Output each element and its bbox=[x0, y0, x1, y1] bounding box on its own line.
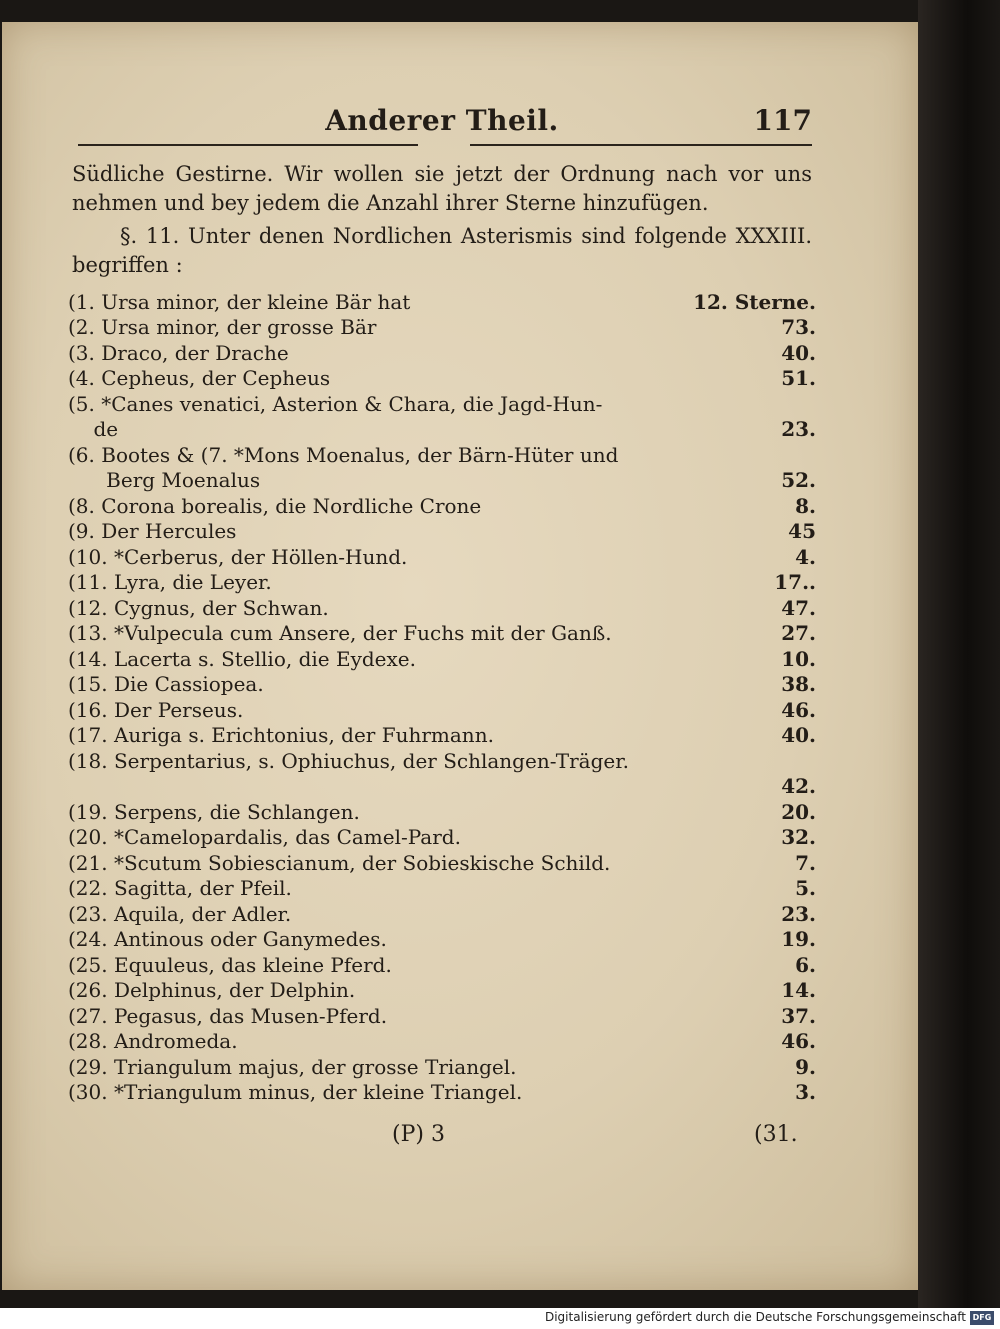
star-count: 42. bbox=[781, 774, 816, 798]
list-item bbox=[68, 543, 816, 569]
entry-name: (13. *Vulpecula cum Ansere, der Fuchs mit der Ganß. bbox=[68, 621, 612, 645]
star-count: 14. bbox=[781, 978, 816, 1002]
star-count: 32. bbox=[781, 825, 816, 849]
header-rule-right bbox=[470, 144, 812, 146]
star-count: 19. bbox=[781, 927, 816, 951]
list-item bbox=[68, 671, 816, 697]
list-item bbox=[68, 849, 816, 875]
star-count: 17.. bbox=[774, 570, 816, 594]
star-count: 40. bbox=[781, 340, 816, 365]
entry-name: (12. Cygnus, der Schwan. bbox=[68, 595, 329, 620]
list-item bbox=[68, 926, 816, 952]
list-item bbox=[68, 747, 816, 773]
list-item bbox=[68, 365, 816, 391]
entry-name: (17. Auriga s. Erichtonius, der Fuhrmann. bbox=[68, 723, 494, 747]
header-rule-left bbox=[78, 144, 418, 146]
star-count: 3. bbox=[795, 1080, 816, 1104]
list-item bbox=[68, 416, 816, 442]
star-count: 10. bbox=[781, 646, 816, 671]
entry-name: (6. Bootes & (7. *Mons Moenalus, der Bärn-Hüter und bbox=[68, 442, 619, 467]
entry-name: (28. Andromeda. bbox=[68, 1029, 238, 1053]
entry-name: (15. Die Cassiopea. bbox=[68, 672, 264, 696]
star-count: 46. bbox=[781, 1029, 816, 1053]
star-count: 27. bbox=[781, 621, 816, 645]
list-item bbox=[68, 620, 816, 646]
signature-mark: (P) 3 bbox=[392, 1122, 445, 1147]
entry-name: (23. Aquila, der Adler. bbox=[68, 901, 292, 926]
star-count: 23. bbox=[781, 417, 816, 441]
list-item bbox=[68, 900, 816, 926]
intro-paragraph: Südliche Gestirne. Wir wollen sie jetzt der Ordnung nach vor uns nehmen und bey jedem die Anzahl ihrer Sterne hinzufügen. bbox=[72, 162, 812, 215]
list-item bbox=[68, 1028, 816, 1054]
list-item bbox=[68, 645, 816, 671]
entry-name: (9. Der Hercules bbox=[68, 519, 237, 543]
star-count: 5. bbox=[795, 876, 816, 900]
star-count: 8. bbox=[795, 493, 816, 518]
entry-name: Berg Moenalus bbox=[68, 468, 261, 492]
star-count: 7. bbox=[795, 850, 816, 875]
entry-name: (3. Draco, der Drache bbox=[68, 340, 289, 365]
star-count: 52. bbox=[781, 468, 816, 492]
entry-name: (18. Serpentarius, s. Ophiuchus, der Schlangen-Träger. bbox=[68, 748, 629, 773]
entry-name: (30. *Triangulum minus, der kleine Triangel. bbox=[68, 1080, 523, 1104]
star-count: 12. Sterne. bbox=[693, 289, 816, 314]
star-count: 38. bbox=[781, 672, 816, 696]
star-count: 23. bbox=[781, 901, 816, 926]
list-item bbox=[68, 722, 816, 748]
entry-name: (1. Ursa minor, der kleine Bär hat bbox=[68, 289, 411, 314]
list-item bbox=[68, 288, 816, 314]
list-item bbox=[68, 594, 816, 620]
header-title: Anderer Theil. bbox=[325, 104, 559, 137]
list-item bbox=[68, 951, 816, 977]
star-count: 51. bbox=[781, 366, 816, 390]
star-count: 47. bbox=[781, 595, 816, 620]
entry-name: (4. Cepheus, der Cepheus bbox=[68, 366, 331, 390]
entry-name: (29. Triangulum majus, der grosse Triangel. bbox=[68, 1054, 517, 1079]
page-number: 117 bbox=[753, 104, 812, 137]
constellation-list bbox=[68, 288, 816, 1104]
list-item bbox=[68, 875, 816, 901]
list-item bbox=[68, 696, 816, 722]
book-page bbox=[2, 22, 918, 1290]
entry-name: (24. Antinous oder Ganymedes. bbox=[68, 927, 387, 951]
list-item bbox=[68, 467, 816, 493]
entry-name: (8. Corona borealis, die Nordliche Crone bbox=[68, 493, 482, 518]
entry-name: (27. Pegasus, das Musen-Pferd. bbox=[68, 1003, 388, 1028]
list-item bbox=[68, 798, 816, 824]
entry-name: (2. Ursa minor, der grosse Bär bbox=[68, 315, 377, 339]
list-item bbox=[68, 390, 816, 416]
digitization-credit: Digitalisierung gefördert durch die Deutsche Forschungsgemeinschaft bbox=[544, 1310, 966, 1324]
entry-name: (10. *Cerberus, der Höllen-Hund. bbox=[68, 544, 408, 569]
entry-name: (21. *Scutum Sobiescianum, der Sobieskische Schild. bbox=[68, 850, 611, 875]
star-count: 45 bbox=[788, 519, 816, 543]
dfg-logo: DFG bbox=[970, 1311, 994, 1325]
entry-name: (14. Lacerta s. Stellio, die Eydexe. bbox=[68, 646, 416, 671]
star-count: 20. bbox=[781, 799, 816, 824]
entry-name: de bbox=[68, 417, 119, 441]
star-count: 37. bbox=[781, 1003, 816, 1028]
catchword: (31. bbox=[754, 1122, 798, 1147]
list-item bbox=[68, 773, 816, 799]
running-header bbox=[72, 98, 812, 146]
list-item bbox=[68, 441, 816, 467]
star-count: 46. bbox=[781, 697, 816, 722]
entry-name: (5. *Canes venatici, Asterion & Chara, die Jagd-Hun- bbox=[68, 391, 603, 416]
entry-name: (22. Sagitta, der Pfeil. bbox=[68, 876, 292, 900]
list-item bbox=[68, 569, 816, 595]
entry-name: (19. Serpens, die Schlangen. bbox=[68, 799, 360, 824]
star-count: 4. bbox=[795, 544, 816, 569]
entry-name: (26. Delphinus, der Delphin. bbox=[68, 978, 356, 1002]
list-item bbox=[68, 1002, 816, 1028]
list-item bbox=[68, 824, 816, 850]
list-item bbox=[68, 518, 816, 544]
section-paragraph: §. 11. Unter denen Nordlichen Asterismis sind folgende XXXIII. begriffen : bbox=[72, 224, 812, 277]
entry-name: (25. Equuleus, das kleine Pferd. bbox=[68, 952, 392, 977]
list-item bbox=[68, 314, 816, 340]
star-count: 40. bbox=[781, 723, 816, 747]
star-count: 6. bbox=[795, 952, 816, 977]
book-spine bbox=[918, 0, 1000, 1308]
entry-name: (11. Lyra, die Leyer. bbox=[68, 570, 272, 594]
star-count: 9. bbox=[795, 1054, 816, 1079]
star-count: 73. bbox=[781, 315, 816, 339]
list-item bbox=[68, 1053, 816, 1079]
entry-name: (20. *Camelopardalis, das Camel-Pard. bbox=[68, 825, 461, 849]
list-item bbox=[68, 492, 816, 518]
list-item bbox=[68, 339, 816, 365]
list-item bbox=[68, 1079, 816, 1105]
entry-name: (16. Der Perseus. bbox=[68, 697, 244, 722]
list-item bbox=[68, 977, 816, 1003]
